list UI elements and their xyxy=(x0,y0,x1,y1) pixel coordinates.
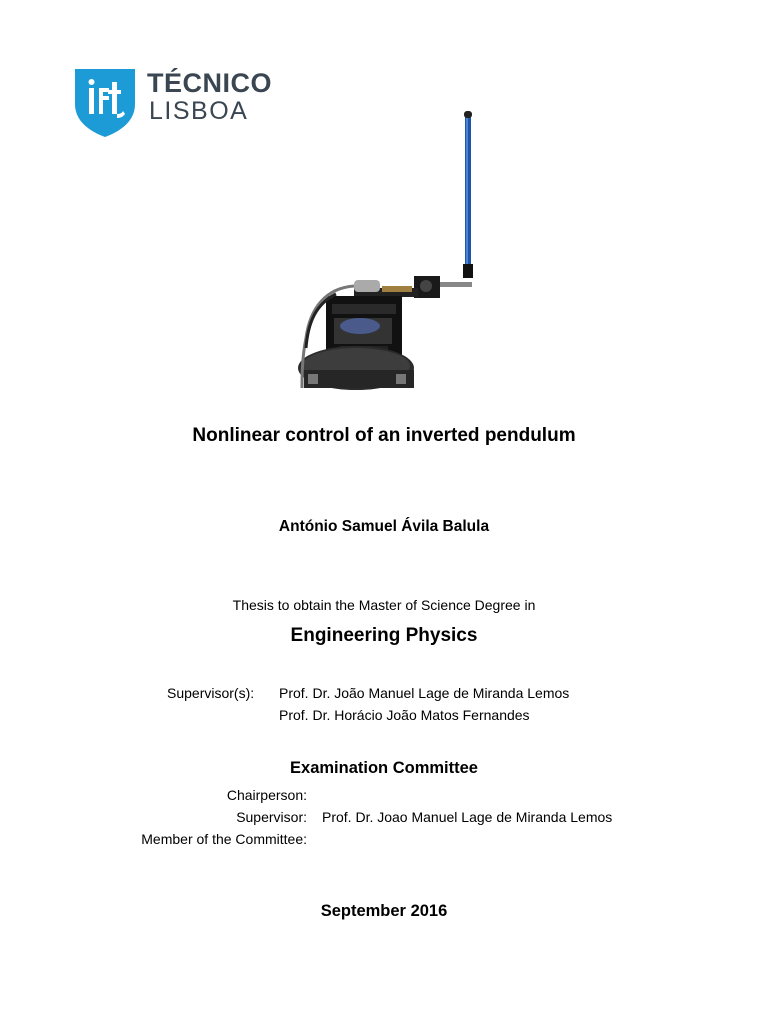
logo-text-tecnico: TÉCNICO xyxy=(147,68,272,98)
ist-shield-icon xyxy=(74,68,136,138)
committee-heading: Examination Committee xyxy=(290,759,478,777)
committee-role-supervisor: Supervisor: xyxy=(236,809,307,825)
degree-name: Engineering Physics xyxy=(290,625,478,646)
degree-intro: Thesis to obtain the Master of Science Degree in xyxy=(232,597,536,613)
supervisors-label: Supervisor(s): xyxy=(167,685,255,701)
logo-text-lisboa: LISBOA xyxy=(149,97,249,125)
thesis-title: Nonlinear control of an inverted pendulum xyxy=(192,425,576,446)
author-name: António Samuel Ávila Balula xyxy=(278,518,490,535)
supervisor-name: Prof. Dr. Horácio João Matos Fernandes xyxy=(279,707,530,723)
committee-name-supervisor: Prof. Dr. Joao Manuel Lage de Miranda Lemos xyxy=(322,809,613,825)
supervisor-name: Prof. Dr. João Manuel Lage de Miranda Lemos xyxy=(279,685,570,701)
submission-date: September 2016 xyxy=(320,902,448,920)
inverted-pendulum-photo xyxy=(296,108,476,392)
committee-role-chairperson: Chairperson: xyxy=(226,787,307,803)
committee-role-member: Member of the Committee: xyxy=(141,831,307,847)
